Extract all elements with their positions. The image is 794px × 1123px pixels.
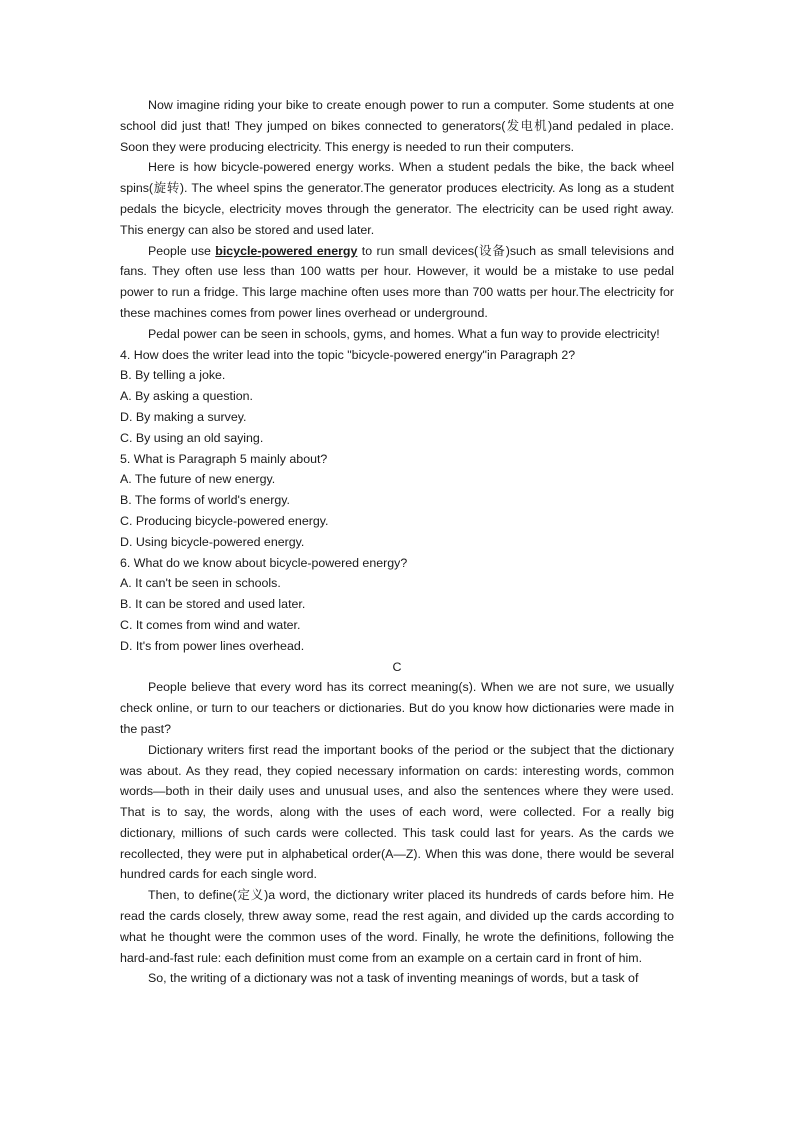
option: B. It can be stored and used later. [120, 597, 306, 612]
passage-b-paragraph-1: Now imagine riding your bike to create enough power to run a computer. Some students at one school did just that! They jumped on bikes connected to generators(发电机)and pedaled in place. Soon they were producing electricity. This energy is needed to run their computers. [120, 98, 674, 154]
question-5 [120, 449, 674, 553]
underlined-phrase: bicycle-powered energy [215, 243, 358, 258]
p3-text-before: People use [148, 243, 216, 258]
option: A. It can't be seen in schools. [120, 576, 281, 591]
passage-b-paragraph-2: Here is how bicycle-powered energy works. When a student pedals the bike, the back wheel spins(旋转). The wheel spins the generator.The generator produces electricity. As long as a student pedals the bicycle, electricity moves through the generator. The electricity can be used right away. This energy can also be stored and used later. [120, 160, 674, 237]
option: C. It comes from wind and water. [120, 617, 301, 632]
p3-text-after: to run small devices(设备)such as small televisions and fans. They often use less than 100 watts per hour. However, it would be a mistake to use pedal power to run a fridge. This large machine often uses more than 700 watts per hour.The electricity for these machines comes from power lines overhead or underground. [120, 243, 674, 320]
option: D. Using bicycle-powered energy. [120, 534, 305, 549]
option: A. By asking a question. [120, 389, 253, 404]
option: B. The forms of world's energy. [120, 493, 290, 508]
passage-c-paragraph-1: People believe that every word has its correct meaning(s). When we are not sure, we usually check online, or turn to our teachers or dictionaries. But do you know how dictionaries were made in the past? [120, 680, 674, 736]
question-stem: 4. How does the writer lead into the topic "bicycle-powered energy"in Paragraph 2? [120, 347, 576, 362]
option: B. By telling a joke. [120, 368, 226, 383]
question-stem: 5. What is Paragraph 5 mainly about? [120, 451, 328, 466]
option: C. Producing bicycle-powered energy. [120, 513, 329, 528]
option: C. By using an old saying. [120, 430, 264, 445]
option: A. The future of new energy. [120, 472, 276, 487]
option: D. It's from power lines overhead. [120, 638, 305, 653]
question-4 [120, 345, 674, 449]
passage-c-paragraph-3: Then, to define(定义)a word, the dictionary writer placed its hundreds of cards before him. He read the cards closely, threw away some, read the rest again, and divided up the cards according to what he thought were the common uses of the word. Finally, he wrote the definitions, following the hard-and-fast rule: each definition must come from an example on a certain card in front of him. [120, 888, 674, 965]
question-6 [120, 553, 674, 657]
section-title-c: C [392, 659, 402, 674]
option: D. By making a survey. [120, 409, 247, 424]
passage-c-paragraph-2: Dictionary writers first read the important books of the period or the subject that the dictionary was about. As they read, they copied necessary information on cards: interesting words, common words—both in their daily uses and unusual uses, and also the sentences where they were used. That is to say, the words, along with the uses of each word, were collected. For a really big dictionary, millions of such cards were collected. This task could last for years. As the cards we recollected, they were put in alphabetical order(A—Z). When this was done, there would be several hundred cards for each single word. [120, 742, 674, 882]
passage-b-paragraph-4: Pedal power can be seen in schools, gyms, and homes. What a fun way to provide electricity! [148, 326, 660, 341]
question-stem: 6. What do we know about bicycle-powered energy? [120, 555, 408, 570]
document-page [120, 95, 674, 989]
passage-b-paragraph-3 [120, 241, 674, 324]
passage-c-paragraph-4: So, the writing of a dictionary was not a task of inventing meanings of words, but a task of [148, 971, 639, 986]
